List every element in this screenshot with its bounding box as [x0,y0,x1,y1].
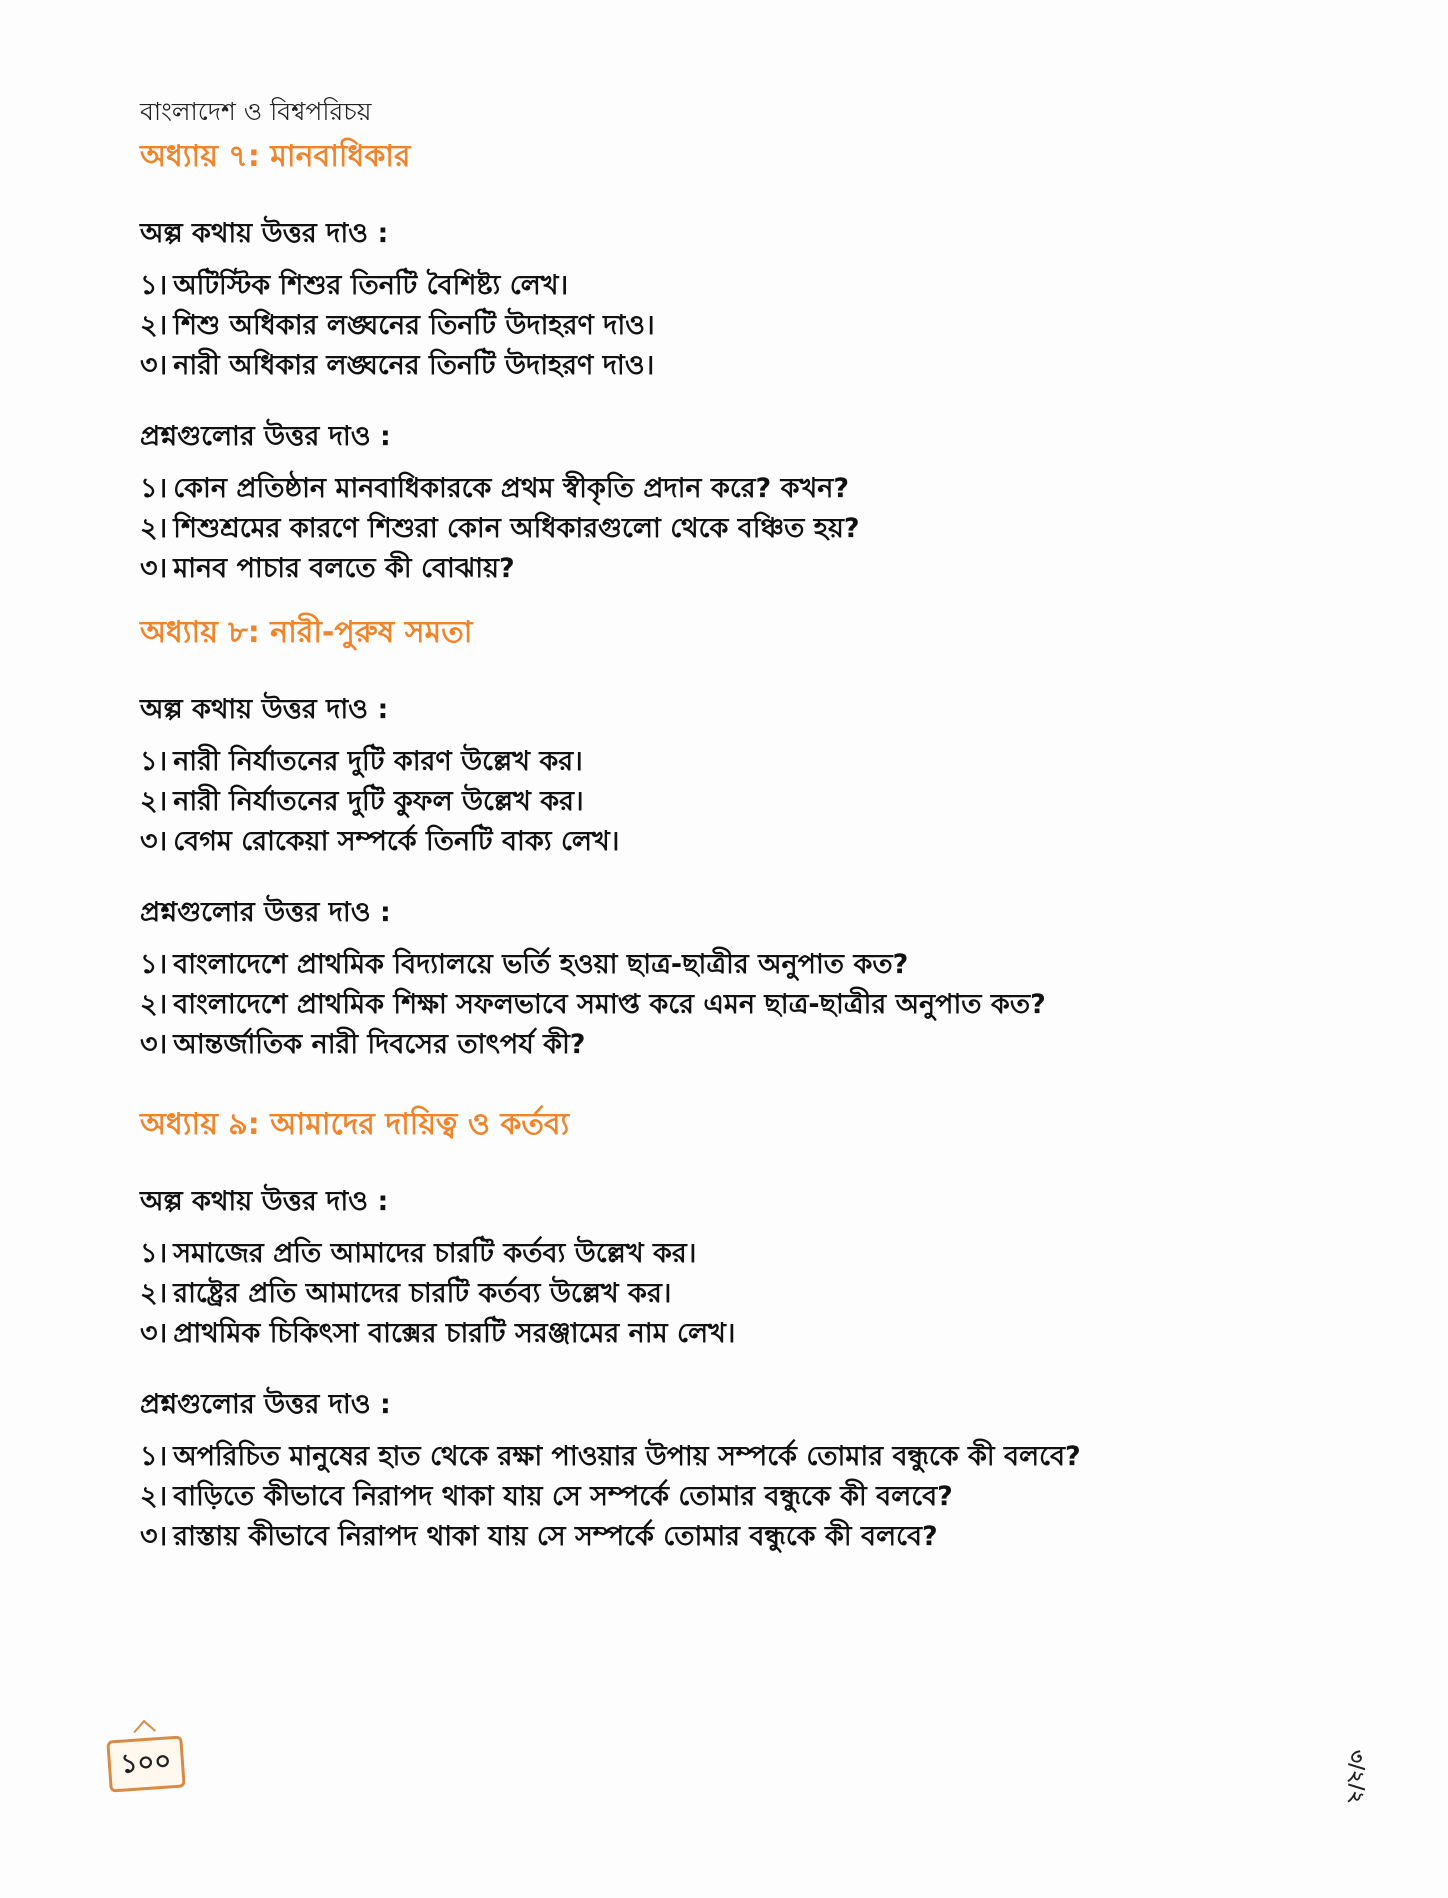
question-text: বাড়িতে কীভাবে নিরাপদ থাকা যায় সে সম্পর্কে তোমার বন্ধুকে কী বলবে? [173,1481,953,1512]
question-item [140,1025,1340,1065]
question-number: ৩। [140,1318,168,1349]
side-code: ৩/২/২ [1345,1750,1369,1804]
question-text: নারী নির্যাতনের দুটি কারণ উল্লেখ কর। [173,746,583,777]
question-item [140,1477,1340,1517]
question-item [140,1274,1340,1314]
question-text: অপরিচিত মানুষের হাত থেকে রক্ষা পাওয়ার উপায় সম্পর্কে তোমার বন্ধুকে কী বলবে? [173,1441,1081,1472]
question-text: আন্তর্জাতিক নারী দিবসের তাৎপর্য কী? [173,1029,586,1060]
chapter-8 [140,608,1340,1095]
question-number: ২। [140,989,168,1020]
page-number: ১০০ [119,1746,173,1780]
question-item [140,346,1340,386]
section-heading: প্রশ্নগুলোর উত্তর দাও : [140,1389,391,1420]
question-item [140,266,1340,306]
question-text: রাস্তায় কীভাবে নিরাপদ থাকা যায় সে সম্পর্কে তোমার বন্ধুকে কী বলবে? [173,1521,938,1552]
chapter-title: অধ্যায় ৭: মানবাধিকার [140,139,411,174]
question-number: ৩। [140,553,168,584]
chapter-9 [140,1100,1340,1587]
section-heading: অল্প কথায় উত্তর দাও : [140,218,389,249]
question-text: বেগম রোকেয়া সম্পর্কে তিনটি বাক্য লেখ। [173,826,620,857]
question-item [140,945,1340,985]
question-text: বাংলাদেশে প্রাথমিক শিক্ষা সফলভাবে সমাপ্ত করে এমন ছাত্র-ছাত্রীর অনুপাত কত? [173,989,1046,1020]
question-text: শিশু অধিকার লঙ্ঘনের তিনটি উদাহরণ দাও। [173,310,655,341]
question-list [140,1234,1340,1354]
book-title: বাংলাদেশ ও বিশ্বপরিচয় [140,97,372,126]
question-item [140,469,1340,509]
question-text: রাষ্ট্রের প্রতি আমাদের চারটি কর্তব্য উল্লেখ কর। [173,1278,672,1309]
question-item [140,1234,1340,1274]
section-heading: প্রশ্নগুলোর উত্তর দাও : [140,897,391,928]
question-item [140,822,1340,862]
question-number: ১। [140,949,168,980]
question-text: নারী নির্যাতনের দুটি কুফল উল্লেখ কর। [173,786,584,817]
question-list [140,266,1340,386]
question-list [140,1437,1340,1557]
question-item [140,782,1340,822]
section-heading: প্রশ্নগুলোর উত্তর দাও : [140,421,391,452]
question-number: ৩। [140,826,168,857]
question-text: কোন প্রতিষ্ঠান মানবাধিকারকে প্রথম স্বীকৃতি প্রদান করে? কখন? [173,473,850,504]
question-text: বাংলাদেশে প্রাথমিক বিদ্যালয়ে ভর্তি হওয়া ছাত্র-ছাত্রীর অনুপাত কত? [173,949,909,980]
question-item [140,509,1340,549]
question-number: ১। [140,1238,168,1269]
question-text: অটিস্টিক শিশুর তিনটি বৈশিষ্ট্য লেখ। [173,270,569,301]
question-number: ৩। [140,1029,168,1060]
question-text: শিশুশ্রমের কারণে শিশুরা কোন অধিকারগুলো থেকে বঞ্চিত হয়? [173,513,860,544]
question-text: প্রাথমিক চিকিৎসা বাক্সের চারটি সরঞ্জামের নাম লেখ। [173,1318,736,1349]
question-item [140,306,1340,346]
chapter-title: অধ্যায় ৮: নারী-পুরুষ সমতা [140,615,473,650]
question-number: ১। [140,1441,168,1472]
question-item [140,1314,1340,1354]
question-item [140,1437,1340,1477]
section-heading: অল্প কথায় উত্তর দাও : [140,1186,389,1217]
question-item [140,742,1340,782]
question-number: ১। [140,746,168,777]
question-text: মানব পাচার বলতে কী বোঝায়? [173,553,515,584]
question-number: ৩। [140,350,168,381]
question-text: নারী অধিকার লঙ্ঘনের তিনটি উদাহরণ দাও। [173,350,655,381]
question-number: ২। [140,310,168,341]
section-heading: অল্প কথায় উত্তর দাও : [140,694,389,725]
question-number: ১। [140,473,168,504]
question-number: ৩। [140,1521,168,1552]
question-item [140,1517,1340,1557]
question-number: ২। [140,513,168,544]
question-list [140,945,1340,1065]
question-text: সমাজের প্রতি আমাদের চারটি কর্তব্য উল্লেখ কর। [173,1238,697,1269]
question-item [140,549,1340,589]
page-number-badge [106,1735,185,1792]
question-number: ২। [140,1278,168,1309]
question-list [140,469,1340,589]
question-number: ১। [140,270,168,301]
question-list [140,742,1340,862]
question-item [140,985,1340,1025]
question-number: ২। [140,786,168,817]
question-number: ২। [140,1481,168,1512]
chapter-title: অধ্যায় ৯: আমাদের দায়িত্ব ও কর্তব্য [140,1107,570,1142]
chapter-7 [140,132,1340,619]
